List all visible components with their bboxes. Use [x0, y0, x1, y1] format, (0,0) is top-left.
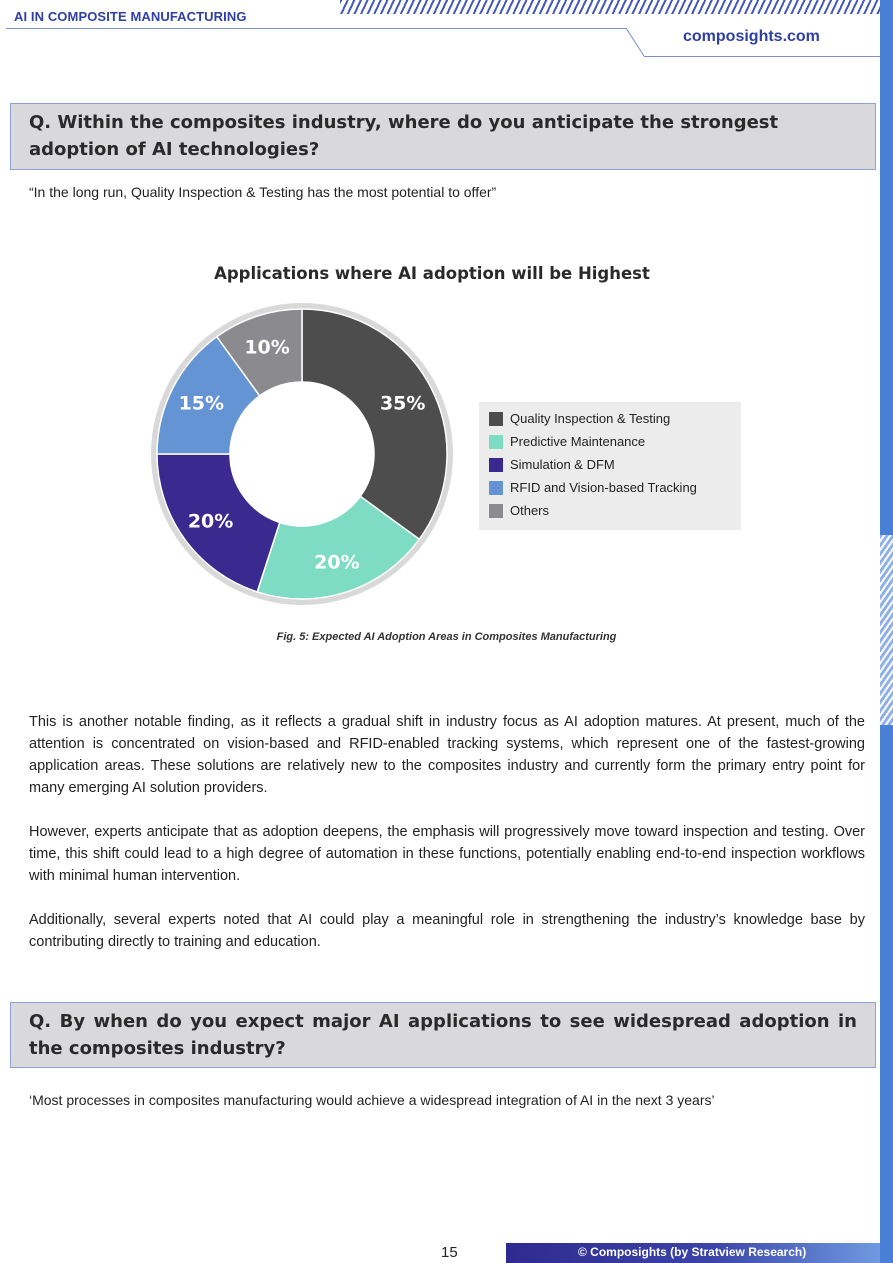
legend-item-simulation-dfm	[489, 457, 615, 472]
right-edge-hatch	[880, 535, 893, 725]
legend-swatch-others	[489, 504, 503, 518]
donut-hole	[230, 382, 374, 526]
legend-label-simulation-dfm: Simulation & DFM	[510, 457, 615, 472]
legend-swatch-quality-inspection	[489, 412, 503, 426]
legend-label-rfid-vision-tracking: RFID and Vision-based Tracking	[510, 480, 697, 495]
donut-chart	[150, 300, 456, 610]
legend-item-quality-inspection	[489, 411, 670, 426]
footer-copyright: © Composights (by Stratview Research)	[578, 1245, 807, 1259]
question-box-2: Q. By when do you expect major AI applications to see widespread adoption in the composites industry?	[10, 1002, 876, 1068]
footer-bar	[506, 1243, 880, 1263]
legend-swatch-simulation-dfm	[489, 458, 503, 472]
legend-label-quality-inspection: Quality Inspection & Testing	[510, 411, 671, 426]
figure-caption: Fig. 5: Expected AI Adoption Areas in Composites Manufacturing	[276, 631, 617, 643]
legend-item-others	[489, 503, 549, 518]
question-box-1: Q. Within the composites industry, where do you anticipate the strongest adoption of AI technologies?	[10, 103, 876, 170]
slice-label-predictive-maintenance: 20%	[314, 551, 360, 574]
quote-1: “In the long run, Quality Inspection & Testing has the most potential to offer”	[29, 184, 497, 200]
slice-label-others: 10%	[244, 336, 290, 359]
legend-item-rfid-vision-tracking	[489, 480, 697, 495]
legend-label-predictive-maintenance: Predictive Maintenance	[510, 434, 646, 449]
slice-label-simulation-dfm: 20%	[187, 510, 234, 533]
legend-swatch-predictive-maintenance	[489, 435, 503, 449]
paragraph-1: This is another notable finding, as it reflects a gradual shift in industry focus as AI adoption matures. At present, much of the attention is concentrated on vision-based and RFID-enabled tracking systems, which represent one of the fastest-growing application areas. These solutions are relatively new to the composites industry and currently form the primary entry point for many emerging AI solution providers.	[29, 714, 865, 796]
legend-swatch-rfid-vision-tracking	[489, 481, 503, 495]
header-divider-right	[644, 56, 880, 57]
legend-label-others: Others	[510, 503, 550, 518]
chart-legend	[479, 402, 741, 530]
header-site-link[interactable]: composights.com	[683, 28, 820, 45]
paragraph-2: However, experts anticipate that as adoption deepens, the emphasis will progressively move toward inspection and testing. Over time, this shift could lead to a high degree of automation in these functions, potentially enabling end-to-end inspection workflows with minimal human intervention.	[29, 824, 865, 884]
paragraph-3: Additionally, several experts noted that AI could play a meaningful role in strengthening the industry’s knowledge base by contributing directly to training and education.	[29, 912, 865, 950]
quote-2: ‘Most processes in composites manufacturing would achieve a widespread integration of AI in the next 3 years’	[29, 1092, 715, 1108]
slice-label-rfid-vision-tracking: 15%	[178, 392, 225, 415]
page-number: 15	[441, 1244, 458, 1261]
header-title: AI IN COMPOSITE MANUFACTURING	[14, 9, 247, 24]
slice-label-quality-inspection: 35%	[379, 392, 426, 415]
chart-title: Applications where AI adoption will be Highest	[214, 264, 650, 283]
legend-item-predictive-maintenance	[489, 434, 645, 449]
